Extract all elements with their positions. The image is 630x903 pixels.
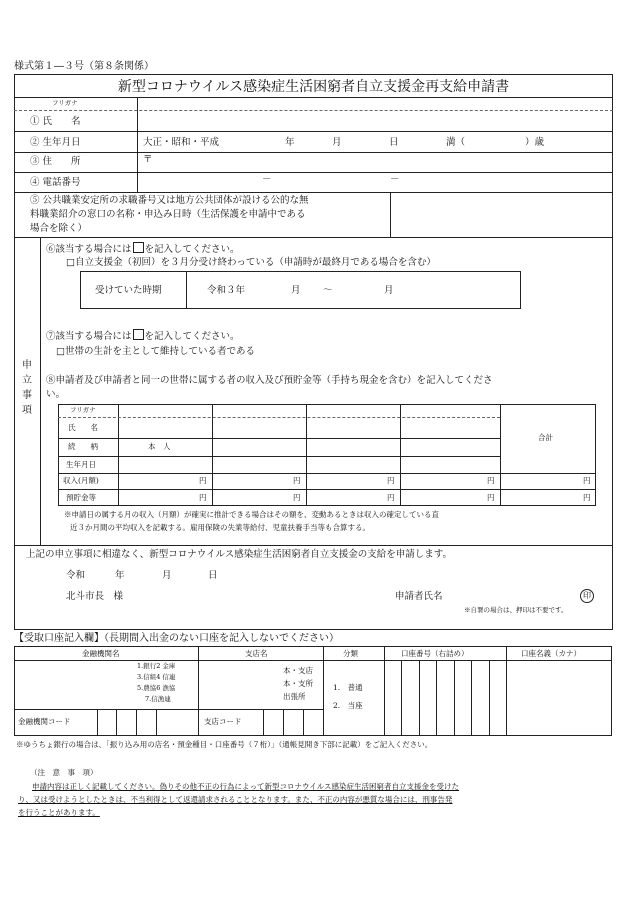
notes-heading: （注 意 事 項） xyxy=(30,768,98,777)
income-note-2: 近３か月間の平均収入を記載する。雇用保険の失業等給付、児童扶養手当等も合算する。 xyxy=(70,523,370,532)
yen-unit: 円 xyxy=(583,493,591,502)
period-era: 令和３年 xyxy=(207,285,246,296)
yucho-note: ※ゆうちょ銀行の場合は、「振り込み用の店名・預金種目・口座番号（７桁）」（通帳見開き下部に記載）をご記入ください。 xyxy=(16,740,433,749)
job-desc-line2: 料職業紹介の窓口の名称・申込み日時（生活保護を申請中である xyxy=(30,209,306,220)
header-institution: 金融機関名 xyxy=(82,649,120,658)
birth-label: ② 生年月日 xyxy=(30,137,81,148)
form-number: 様式第１―３号（第８条関係） xyxy=(14,61,154,72)
q8-line2: い。 xyxy=(46,389,66,400)
name-label: ① 氏 名 xyxy=(30,116,81,127)
notes-line3: を行うことがあります。 xyxy=(18,808,100,817)
phone-dash-1: － xyxy=(262,174,272,185)
header-type: 分類 xyxy=(343,649,358,658)
row-label-furigana: フリガナ xyxy=(70,406,96,414)
declaration-month: 月 xyxy=(162,570,172,581)
address-label: ③ 住 所 xyxy=(30,156,81,167)
declaration-year: 年 xyxy=(115,570,125,581)
row-label-name: 氏 名 xyxy=(68,423,98,432)
checkbox-icon xyxy=(133,329,144,340)
inst-type-4[interactable]: 7.信漁連 xyxy=(145,695,171,703)
age-prefix: 満（ xyxy=(446,137,466,148)
period-label: 受けていた時期 xyxy=(95,285,162,296)
yen-unit: 円 xyxy=(293,493,301,502)
notes-line1: 申請内容は正しく記載してください。偽りその他不正の行為によって新型コロナウイルス感染症生活困窮者自立支援金を受けた xyxy=(32,782,460,791)
relation-self: 本 人 xyxy=(148,442,171,451)
period-month-1: 月 xyxy=(291,285,301,296)
phone-dash-2: － xyxy=(390,174,400,185)
row-label-savings: 預貯金等 xyxy=(66,493,96,502)
bank-heading: 【受取口座記入欄】（長期間入出金のない口座を記入しないでください） xyxy=(14,633,339,644)
declaration-era: 令和 xyxy=(66,570,86,581)
q6-option[interactable]: □自立支援金（初回）を３月分受け終わっている（申請時が最終月である場合を含む） xyxy=(66,257,436,268)
declaration-day: 日 xyxy=(208,570,218,581)
seal-note: ※自署の場合は、押印は不要です。 xyxy=(464,606,568,614)
side-label: 申 立 事 項 xyxy=(22,360,32,416)
account-type-2[interactable]: 2. 当座 xyxy=(333,701,363,710)
seal-icon: 印 xyxy=(580,589,594,603)
birth-day-label: 日 xyxy=(389,137,399,148)
inst-type-2[interactable]: 3.信組4 信連 xyxy=(137,673,176,681)
row-label-income: 収入(月額) xyxy=(63,476,99,485)
branch-code-label: 支店コード xyxy=(204,717,242,726)
signature-label: 申請者氏名 xyxy=(395,591,443,602)
account-type-1[interactable]: 1. 普通 xyxy=(333,683,363,692)
postal-mark: 〒 xyxy=(143,154,153,165)
row-label-birth: 生年月日 xyxy=(66,460,96,469)
birth-year-label: 年 xyxy=(285,137,295,148)
household-table xyxy=(58,404,596,506)
yen-unit: 円 xyxy=(487,493,495,502)
furigana-label: フリガナ xyxy=(52,99,78,107)
birth-eras[interactable]: 大正・昭和・平成 xyxy=(143,137,220,148)
income-note-1: ※申請日の属する月の収入（月額）が確実に推計できる場合はその額を、変動あるときは収入の確定している直 xyxy=(64,510,439,519)
birth-month-label: 月 xyxy=(332,137,342,148)
checkbox-icon xyxy=(133,242,144,253)
branch-type-1[interactable]: 本・支店 xyxy=(283,666,313,675)
q7-option[interactable]: □世帯の生計を主として維持している者である xyxy=(56,346,255,357)
period-month-2: 月 xyxy=(384,285,394,296)
address-field[interactable] xyxy=(138,153,612,171)
q6-prompt: ⑥該当する場合には を記入してください。 xyxy=(46,244,240,255)
yen-unit: 円 xyxy=(199,493,207,502)
yen-unit: 円 xyxy=(487,476,495,485)
yen-unit: 円 xyxy=(199,476,207,485)
name-field[interactable] xyxy=(138,111,612,130)
yen-unit: 円 xyxy=(387,476,395,485)
signature-field[interactable] xyxy=(455,586,575,602)
addressee: 北斗市長 様 xyxy=(66,591,124,602)
job-desc-line3: 場合を除く） xyxy=(30,223,88,234)
header-account-holder: 口座名義（カナ） xyxy=(521,649,581,658)
job-info-field[interactable] xyxy=(391,193,612,236)
inst-type-1[interactable]: 1.銀行2 金庫 xyxy=(137,662,176,670)
header-branch: 支店名 xyxy=(245,649,268,658)
yen-unit: 円 xyxy=(387,493,395,502)
header-account-number: 口座番号（右詰め） xyxy=(401,649,469,658)
job-desc-line1: ⑤ 公共職業安定所の求職番号又は地方公共団体が設ける公的な無 xyxy=(30,195,309,206)
q7-prompt: ⑦該当する場合には を記入してください。 xyxy=(46,331,240,342)
inst-code-label: 金融機関コード xyxy=(18,717,71,726)
q8-line1: ⑧申請者及び申請者と同一の世帯に属する者の収入及び預貯金等（手持ち現金を含む）を記入してくださ xyxy=(46,375,493,386)
period-tilde: ～ xyxy=(323,285,333,296)
inst-type-3[interactable]: 5.農協6 漁協 xyxy=(137,684,176,692)
yen-unit: 円 xyxy=(293,476,301,485)
phone-field[interactable] xyxy=(138,173,612,191)
notes-line2: り、又は受けようとしたときは、不当利得として返還請求されることとなります。また、不正の内容が悪質な場合には、刑事告発 xyxy=(18,795,453,804)
declaration-text: 上記の申立事項に相違なく、新型コロナウイルス感染症生活困窮者自立支援金の支給を申請します。 xyxy=(26,549,452,560)
branch-type-3[interactable]: 出張所 xyxy=(283,692,306,701)
phone-label: ④ 電話番号 xyxy=(30,177,81,188)
age-suffix: ）歳 xyxy=(525,137,545,148)
row-label-relation: 続 柄 xyxy=(68,442,98,451)
branch-type-2[interactable]: 本・支所 xyxy=(283,679,313,688)
total-header: 合計 xyxy=(538,433,553,442)
form-title: 新型コロナウイルス感染症生活困窮者自立支援金再支給申請書 xyxy=(117,79,510,95)
yen-unit: 円 xyxy=(583,476,591,485)
